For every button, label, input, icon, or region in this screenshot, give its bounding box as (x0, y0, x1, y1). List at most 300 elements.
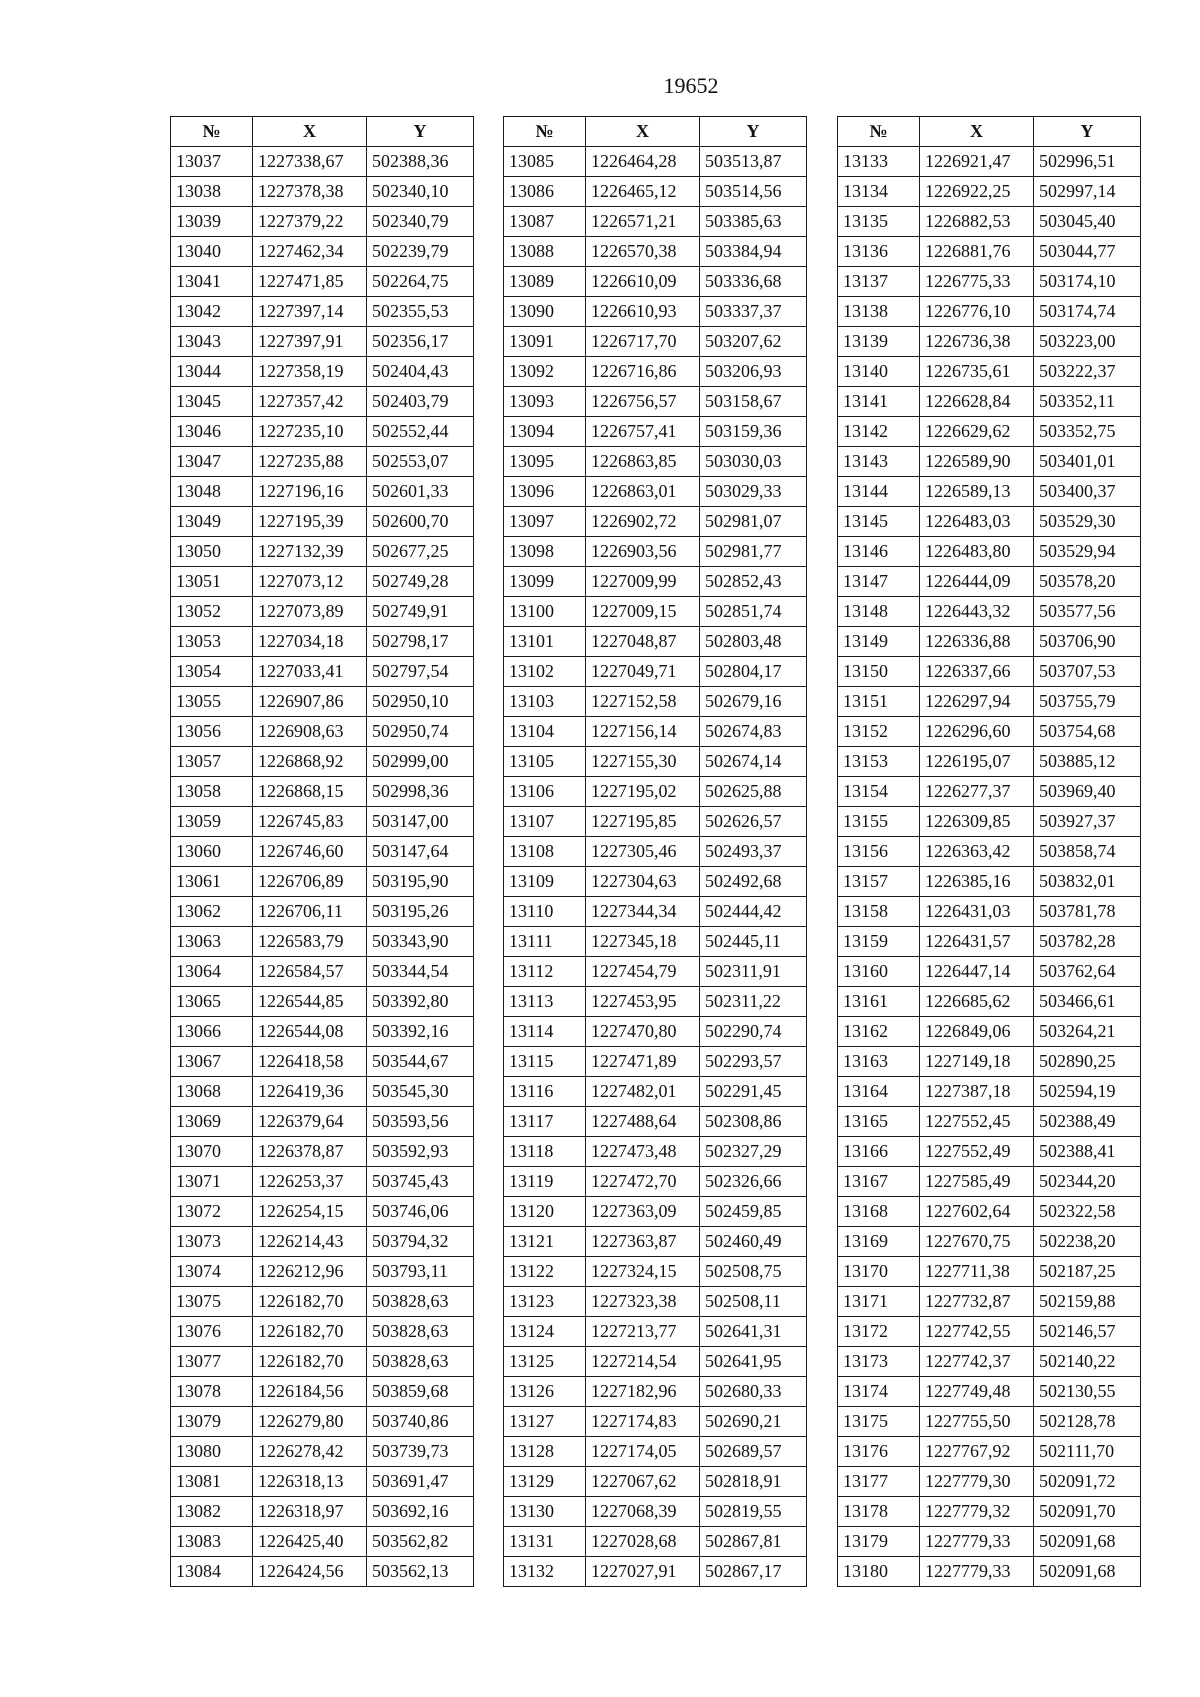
point-number-cell: 13055 (171, 687, 253, 717)
point-number-cell: 13133 (838, 147, 920, 177)
x-coordinate-cell: 1226736,38 (920, 327, 1034, 357)
y-coordinate-cell: 503529,94 (1034, 537, 1141, 567)
x-coordinate-cell: 1227472,70 (586, 1167, 700, 1197)
table-row (171, 447, 474, 477)
point-number-cell: 13134 (838, 177, 920, 207)
y-coordinate-cell: 503828,63 (367, 1347, 474, 1377)
point-number-cell: 13125 (504, 1347, 586, 1377)
y-coordinate-cell: 503352,75 (1034, 417, 1141, 447)
table-row (171, 327, 474, 357)
table-row (171, 1467, 474, 1497)
y-coordinate-cell: 502749,28 (367, 567, 474, 597)
y-coordinate-cell: 502641,31 (700, 1317, 807, 1347)
y-coordinate-cell: 503577,56 (1034, 597, 1141, 627)
point-number-cell: 13176 (838, 1437, 920, 1467)
y-coordinate-cell: 503544,67 (367, 1047, 474, 1077)
table-row (171, 837, 474, 867)
y-coordinate-cell: 502852,43 (700, 567, 807, 597)
x-coordinate-cell: 1227397,14 (253, 297, 367, 327)
point-number-cell: 13072 (171, 1197, 253, 1227)
point-number-cell: 13038 (171, 177, 253, 207)
point-number-cell: 13158 (838, 897, 920, 927)
table-row (504, 1467, 807, 1497)
point-number-cell: 13141 (838, 387, 920, 417)
y-coordinate-cell: 502444,42 (700, 897, 807, 927)
y-coordinate-cell: 503044,77 (1034, 237, 1141, 267)
point-number-cell: 13113 (504, 987, 586, 1017)
y-coordinate-cell: 502950,10 (367, 687, 474, 717)
point-number-cell: 13142 (838, 417, 920, 447)
table-row (171, 297, 474, 327)
y-coordinate-cell: 503707,53 (1034, 657, 1141, 687)
y-coordinate-cell: 502999,00 (367, 747, 474, 777)
point-number-cell: 13063 (171, 927, 253, 957)
point-number-cell: 13104 (504, 717, 586, 747)
point-number-cell: 13173 (838, 1347, 920, 1377)
y-coordinate-cell: 502493,37 (700, 837, 807, 867)
table-row (838, 207, 1141, 237)
x-coordinate-cell: 1226385,16 (920, 867, 1034, 897)
point-number-cell: 13130 (504, 1497, 586, 1527)
y-coordinate-cell: 503029,33 (700, 477, 807, 507)
point-number-cell: 13115 (504, 1047, 586, 1077)
y-coordinate-cell: 502404,43 (367, 357, 474, 387)
point-number-cell: 13056 (171, 717, 253, 747)
x-coordinate-cell: 1227195,39 (253, 507, 367, 537)
point-number-cell: 13083 (171, 1527, 253, 1557)
point-number-cell: 13037 (171, 147, 253, 177)
x-coordinate-cell: 1226610,93 (586, 297, 700, 327)
y-coordinate-cell: 502674,14 (700, 747, 807, 777)
y-coordinate-cell: 503195,90 (367, 867, 474, 897)
y-coordinate-cell: 502867,81 (700, 1527, 807, 1557)
x-coordinate-cell: 1227009,99 (586, 567, 700, 597)
table-row (171, 387, 474, 417)
y-coordinate-cell: 503745,43 (367, 1167, 474, 1197)
x-coordinate-cell: 1226444,09 (920, 567, 1034, 597)
column-header-y: Y (1034, 117, 1141, 147)
point-number-cell: 13162 (838, 1017, 920, 1047)
x-coordinate-cell: 1226363,42 (920, 837, 1034, 867)
x-coordinate-cell: 1226735,61 (920, 357, 1034, 387)
y-coordinate-cell: 503762,64 (1034, 957, 1141, 987)
y-coordinate-cell: 503592,93 (367, 1137, 474, 1167)
table-row (838, 1437, 1141, 1467)
point-number-cell: 13175 (838, 1407, 920, 1437)
y-coordinate-cell: 503337,37 (700, 297, 807, 327)
table-row (838, 987, 1141, 1017)
point-number-cell: 13114 (504, 1017, 586, 1047)
y-coordinate-cell: 503385,63 (700, 207, 807, 237)
x-coordinate-cell: 1226868,15 (253, 777, 367, 807)
point-number-cell: 13057 (171, 747, 253, 777)
y-coordinate-cell: 502140,22 (1034, 1347, 1141, 1377)
table-row (171, 177, 474, 207)
point-number-cell: 13109 (504, 867, 586, 897)
point-number-cell: 13146 (838, 537, 920, 567)
point-number-cell: 13128 (504, 1437, 586, 1467)
table-row (838, 807, 1141, 837)
y-coordinate-cell: 503562,13 (367, 1557, 474, 1587)
y-coordinate-cell: 502326,66 (700, 1167, 807, 1197)
point-number-cell: 13179 (838, 1527, 920, 1557)
point-number-cell: 13165 (838, 1107, 920, 1137)
y-coordinate-cell: 502238,20 (1034, 1227, 1141, 1257)
table-row (838, 1497, 1141, 1527)
table-row (838, 507, 1141, 537)
point-number-cell: 13102 (504, 657, 586, 687)
table-row (504, 1197, 807, 1227)
column-header-y: Y (700, 117, 807, 147)
point-number-cell: 13081 (171, 1467, 253, 1497)
table-row (504, 447, 807, 477)
point-number-cell: 13091 (504, 327, 586, 357)
y-coordinate-cell: 502187,25 (1034, 1257, 1141, 1287)
point-number-cell: 13107 (504, 807, 586, 837)
table-row (838, 357, 1141, 387)
table-row (504, 477, 807, 507)
point-number-cell: 13123 (504, 1287, 586, 1317)
x-coordinate-cell: 1227073,12 (253, 567, 367, 597)
x-coordinate-cell: 1226337,66 (920, 657, 1034, 687)
column-header-x: X (920, 117, 1034, 147)
table-row (838, 1287, 1141, 1317)
table-row (838, 237, 1141, 267)
x-coordinate-cell: 1227378,38 (253, 177, 367, 207)
table-row (838, 627, 1141, 657)
y-coordinate-cell: 503344,54 (367, 957, 474, 987)
y-coordinate-cell: 503832,01 (1034, 867, 1141, 897)
y-coordinate-cell: 503593,56 (367, 1107, 474, 1137)
point-number-cell: 13094 (504, 417, 586, 447)
table-row (504, 297, 807, 327)
table-row (838, 1467, 1141, 1497)
point-number-cell: 13080 (171, 1437, 253, 1467)
point-number-cell: 13058 (171, 777, 253, 807)
table-row (504, 1227, 807, 1257)
x-coordinate-cell: 1227473,48 (586, 1137, 700, 1167)
point-number-cell: 13163 (838, 1047, 920, 1077)
table-row (171, 537, 474, 567)
y-coordinate-cell: 503782,28 (1034, 927, 1141, 957)
table-row (171, 267, 474, 297)
y-coordinate-cell: 502146,57 (1034, 1317, 1141, 1347)
y-coordinate-cell: 503207,62 (700, 327, 807, 357)
x-coordinate-cell: 1226745,83 (253, 807, 367, 837)
table-row (504, 147, 807, 177)
point-number-cell: 13103 (504, 687, 586, 717)
point-number-cell: 13166 (838, 1137, 920, 1167)
x-coordinate-cell: 1227068,39 (586, 1497, 700, 1527)
x-coordinate-cell: 1226908,63 (253, 717, 367, 747)
table-row (171, 1077, 474, 1107)
table-row (504, 417, 807, 447)
point-number-cell: 13139 (838, 327, 920, 357)
x-coordinate-cell: 1227195,02 (586, 777, 700, 807)
y-coordinate-cell: 502749,91 (367, 597, 474, 627)
y-coordinate-cell: 502553,07 (367, 447, 474, 477)
y-coordinate-cell: 502356,17 (367, 327, 474, 357)
x-coordinate-cell: 1227049,71 (586, 657, 700, 687)
table-row (171, 567, 474, 597)
point-number-cell: 13151 (838, 687, 920, 717)
point-number-cell: 13051 (171, 567, 253, 597)
y-coordinate-cell: 503691,47 (367, 1467, 474, 1497)
table-row (838, 147, 1141, 177)
x-coordinate-cell: 1227453,95 (586, 987, 700, 1017)
x-coordinate-cell: 1226447,14 (920, 957, 1034, 987)
x-coordinate-cell: 1227156,14 (586, 717, 700, 747)
x-coordinate-cell: 1227304,63 (586, 867, 700, 897)
y-coordinate-cell: 503706,90 (1034, 627, 1141, 657)
table-row (171, 147, 474, 177)
point-number-cell: 13071 (171, 1167, 253, 1197)
y-coordinate-cell: 503336,68 (700, 267, 807, 297)
table-row (838, 1317, 1141, 1347)
x-coordinate-cell: 1226424,56 (253, 1557, 367, 1587)
point-number-cell: 13140 (838, 357, 920, 387)
point-number-cell: 13044 (171, 357, 253, 387)
y-coordinate-cell: 503969,40 (1034, 777, 1141, 807)
y-coordinate-cell: 503755,79 (1034, 687, 1141, 717)
column-header-x: X (253, 117, 367, 147)
y-coordinate-cell: 502819,55 (700, 1497, 807, 1527)
y-coordinate-cell: 502091,72 (1034, 1467, 1141, 1497)
x-coordinate-cell: 1227009,15 (586, 597, 700, 627)
point-number-cell: 13069 (171, 1107, 253, 1137)
y-coordinate-cell: 502311,22 (700, 987, 807, 1017)
table-row (838, 447, 1141, 477)
x-coordinate-cell: 1226922,25 (920, 177, 1034, 207)
x-coordinate-cell: 1227324,15 (586, 1257, 700, 1287)
point-number-cell: 13108 (504, 837, 586, 867)
table-row (838, 1347, 1141, 1377)
x-coordinate-cell: 1227034,18 (253, 627, 367, 657)
table-row (504, 1017, 807, 1047)
x-coordinate-cell: 1227174,05 (586, 1437, 700, 1467)
x-coordinate-cell: 1227027,91 (586, 1557, 700, 1587)
x-coordinate-cell: 1227755,50 (920, 1407, 1034, 1437)
table-row (504, 1287, 807, 1317)
table-row (171, 897, 474, 927)
point-number-cell: 13045 (171, 387, 253, 417)
y-coordinate-cell: 503158,67 (700, 387, 807, 417)
table-row (171, 687, 474, 717)
table-row (171, 717, 474, 747)
y-coordinate-cell: 502998,36 (367, 777, 474, 807)
point-number-cell: 13117 (504, 1107, 586, 1137)
x-coordinate-cell: 1226589,90 (920, 447, 1034, 477)
y-coordinate-cell: 502340,10 (367, 177, 474, 207)
y-coordinate-cell: 502111,70 (1034, 1437, 1141, 1467)
x-coordinate-cell: 1227067,62 (586, 1467, 700, 1497)
x-coordinate-cell: 1227358,19 (253, 357, 367, 387)
table-row (171, 867, 474, 897)
table-row (171, 747, 474, 777)
x-coordinate-cell: 1227028,68 (586, 1527, 700, 1557)
table-row (838, 477, 1141, 507)
table-row (504, 327, 807, 357)
x-coordinate-cell: 1227471,85 (253, 267, 367, 297)
table-row (171, 597, 474, 627)
y-coordinate-cell: 502804,17 (700, 657, 807, 687)
table-row (838, 1257, 1141, 1287)
y-coordinate-cell: 503578,20 (1034, 567, 1141, 597)
x-coordinate-cell: 1226757,41 (586, 417, 700, 447)
y-coordinate-cell: 502311,91 (700, 957, 807, 987)
column-header-x: X (586, 117, 700, 147)
point-number-cell: 13073 (171, 1227, 253, 1257)
point-number-cell: 13110 (504, 897, 586, 927)
column-header-number: № (504, 117, 586, 147)
table-header-row (504, 117, 807, 147)
table-row (171, 1527, 474, 1557)
y-coordinate-cell: 502594,19 (1034, 1077, 1141, 1107)
x-coordinate-cell: 1227338,67 (253, 147, 367, 177)
y-coordinate-cell: 503545,30 (367, 1077, 474, 1107)
table-row (838, 1227, 1141, 1257)
point-number-cell: 13155 (838, 807, 920, 837)
y-coordinate-cell: 502327,29 (700, 1137, 807, 1167)
y-coordinate-cell: 503828,63 (367, 1317, 474, 1347)
table-row (171, 807, 474, 837)
y-coordinate-cell: 502290,74 (700, 1017, 807, 1047)
y-coordinate-cell: 503781,78 (1034, 897, 1141, 927)
table-row (171, 1497, 474, 1527)
y-coordinate-cell: 502159,88 (1034, 1287, 1141, 1317)
y-coordinate-cell: 503352,11 (1034, 387, 1141, 417)
point-number-cell: 13082 (171, 1497, 253, 1527)
y-coordinate-cell: 503384,94 (700, 237, 807, 267)
y-coordinate-cell: 503030,03 (700, 447, 807, 477)
point-number-cell: 13060 (171, 837, 253, 867)
x-coordinate-cell: 1227235,10 (253, 417, 367, 447)
point-number-cell: 13041 (171, 267, 253, 297)
x-coordinate-cell: 1226849,06 (920, 1017, 1034, 1047)
point-number-cell: 13132 (504, 1557, 586, 1587)
point-number-cell: 13065 (171, 987, 253, 1017)
y-coordinate-cell: 503885,12 (1034, 747, 1141, 777)
point-number-cell: 13169 (838, 1227, 920, 1257)
table-row (838, 597, 1141, 627)
table-row (504, 1047, 807, 1077)
x-coordinate-cell: 1226583,79 (253, 927, 367, 957)
x-coordinate-cell: 1227149,18 (920, 1047, 1034, 1077)
point-number-cell: 13143 (838, 447, 920, 477)
point-number-cell: 13074 (171, 1257, 253, 1287)
table-row (504, 177, 807, 207)
x-coordinate-cell: 1226464,28 (586, 147, 700, 177)
point-number-cell: 13093 (504, 387, 586, 417)
point-number-cell: 13126 (504, 1377, 586, 1407)
x-coordinate-cell: 1227552,49 (920, 1137, 1034, 1167)
y-coordinate-cell: 503746,06 (367, 1197, 474, 1227)
table-row (838, 417, 1141, 447)
x-coordinate-cell: 1226195,07 (920, 747, 1034, 777)
point-number-cell: 13148 (838, 597, 920, 627)
table-row (171, 1347, 474, 1377)
table-row (504, 237, 807, 267)
table-row (171, 1047, 474, 1077)
x-coordinate-cell: 1226570,38 (586, 237, 700, 267)
x-coordinate-cell: 1227742,55 (920, 1317, 1034, 1347)
y-coordinate-cell: 503692,16 (367, 1497, 474, 1527)
point-number-cell: 13048 (171, 477, 253, 507)
x-coordinate-cell: 1227379,22 (253, 207, 367, 237)
point-number-cell: 13099 (504, 567, 586, 597)
x-coordinate-cell: 1227471,89 (586, 1047, 700, 1077)
x-coordinate-cell: 1226318,97 (253, 1497, 367, 1527)
x-coordinate-cell: 1226297,94 (920, 687, 1034, 717)
table-row (171, 207, 474, 237)
y-coordinate-cell: 502130,55 (1034, 1377, 1141, 1407)
x-coordinate-cell: 1227732,87 (920, 1287, 1034, 1317)
y-coordinate-cell: 503740,86 (367, 1407, 474, 1437)
table-row (504, 1407, 807, 1437)
y-coordinate-cell: 502867,17 (700, 1557, 807, 1587)
y-coordinate-cell: 503794,32 (367, 1227, 474, 1257)
point-number-cell: 13178 (838, 1497, 920, 1527)
y-coordinate-cell: 502680,33 (700, 1377, 807, 1407)
table-row (838, 1017, 1141, 1047)
point-number-cell: 13106 (504, 777, 586, 807)
x-coordinate-cell: 1227196,16 (253, 477, 367, 507)
y-coordinate-cell: 502690,21 (700, 1407, 807, 1437)
x-coordinate-cell: 1227387,18 (920, 1077, 1034, 1107)
point-number-cell: 13089 (504, 267, 586, 297)
x-coordinate-cell: 1227470,80 (586, 1017, 700, 1047)
x-coordinate-cell: 1227779,30 (920, 1467, 1034, 1497)
y-coordinate-cell: 503174,74 (1034, 297, 1141, 327)
x-coordinate-cell: 1226544,85 (253, 987, 367, 1017)
x-coordinate-cell: 1226628,84 (920, 387, 1034, 417)
table-row (838, 267, 1141, 297)
table-row (171, 657, 474, 687)
y-coordinate-cell: 502340,79 (367, 207, 474, 237)
y-coordinate-cell: 502264,75 (367, 267, 474, 297)
x-coordinate-cell: 1226214,43 (253, 1227, 367, 1257)
point-number-cell: 13097 (504, 507, 586, 537)
y-coordinate-cell: 502803,48 (700, 627, 807, 657)
point-number-cell: 13096 (504, 477, 586, 507)
point-number-cell: 13087 (504, 207, 586, 237)
x-coordinate-cell: 1226182,70 (253, 1287, 367, 1317)
table-row (504, 1137, 807, 1167)
x-coordinate-cell: 1227552,45 (920, 1107, 1034, 1137)
x-coordinate-cell: 1226336,88 (920, 627, 1034, 657)
x-coordinate-cell: 1226584,57 (253, 957, 367, 987)
point-number-cell: 13062 (171, 897, 253, 927)
point-number-cell: 13054 (171, 657, 253, 687)
table-row (504, 1167, 807, 1197)
point-number-cell: 13127 (504, 1407, 586, 1437)
x-coordinate-cell: 1227195,85 (586, 807, 700, 837)
y-coordinate-cell: 502388,36 (367, 147, 474, 177)
point-number-cell: 13144 (838, 477, 920, 507)
y-coordinate-cell: 502322,58 (1034, 1197, 1141, 1227)
x-coordinate-cell: 1227344,34 (586, 897, 700, 927)
point-number-cell: 13076 (171, 1317, 253, 1347)
x-coordinate-cell: 1227033,41 (253, 657, 367, 687)
table-row (171, 1167, 474, 1197)
x-coordinate-cell: 1227174,83 (586, 1407, 700, 1437)
y-coordinate-cell: 502996,51 (1034, 147, 1141, 177)
table-row (504, 1377, 807, 1407)
x-coordinate-cell: 1226318,13 (253, 1467, 367, 1497)
point-number-cell: 13047 (171, 447, 253, 477)
x-coordinate-cell: 1226775,33 (920, 267, 1034, 297)
y-coordinate-cell: 502677,25 (367, 537, 474, 567)
